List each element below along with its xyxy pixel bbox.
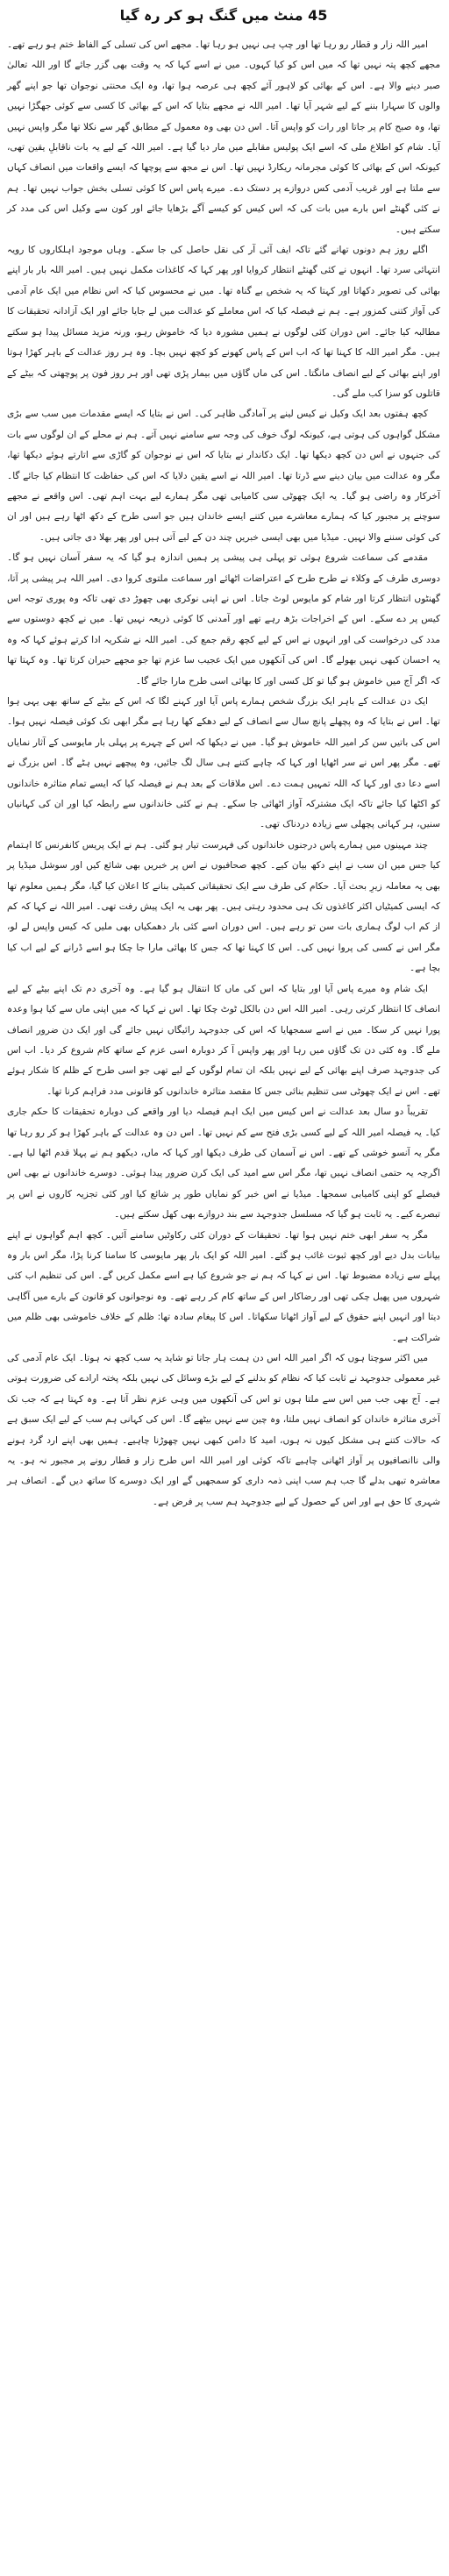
article-paragraph: میں اکثر سوچتا ہوں کہ اگر امیر اللہ اس دن ہمت ہار جاتا تو شاید یہ سب کچھ نہ ہوتا۔ ایک عام آدمی کی غیر معمولی جدوجہد نے ثابت کیا کہ نظام کو بدلنے کے لیے بڑے وسائل کی نہیں بلکہ پختہ ارادے کی ضرورت ہوتی ہے۔ آج بھی جب میں اس سے ملتا ہوں تو اس کی آنکھوں میں وہی عزم نظر آتا ہے۔ وہ کہتا ہے کہ جب تک آخری متاثرہ خاندان کو انصاف نہیں ملتا، وہ چین سے نہیں بیٹھے گا۔ اس کی کہانی ہم سب کے لیے ایک سبق ہے کہ حالات کتنے ہی مشکل کیوں نہ ہوں، امید کا دامن کبھی نہیں چھوڑنا چاہیے۔ ہمیں بھی اپنے ارد گرد ہونے والی ناانصافیوں پر آواز اٹھانی چاہیے تاکہ کوئی اور امیر اللہ اس طرح زار و قطار رونے پر مجبور نہ ہو۔ یہ معاشرہ تبھی بدلے گا جب ہم سب اپنی ذمہ داری کو سمجھیں گے اور ایک دوسرے کا ساتھ دیں گے۔ انصاف ہر شہری کا حق ہے اور اس کے حصول کے لیے جدوجہد ہم سب پر فرض ہے۔ xyxy=(7,1353,440,1507)
article-paragraph: مگر یہ سفر ابھی ختم نہیں ہوا تھا۔ تحقیقات کے دوران کئی رکاوٹیں سامنے آئیں۔ کچھ اہم گواہوں نے اپنے بیانات بدل دیے اور کچھ ثبوت غائب ہو گئے۔ امیر اللہ کو ایک بار پھر مایوسی کا سامنا کرنا پڑا، مگر اس بار وہ پہلے سے زیادہ مضبوط تھا۔ اس نے کہا کہ ہم نے جو شروع کیا ہے اسے مکمل کریں گے۔ اس کی تنظیم اب کئی شہروں میں پھیل چکی تھی اور رضاکار اس کے ساتھ کام کر رہے تھے۔ وہ نوجوانوں کو قانون کے بارے میں آگاہی دیتا اور انہیں اپنے حقوق کے لیے آواز اٹھانا سکھاتا۔ اس کا پیغام سادہ تھا: ظلم کے خلاف خاموشی بھی ظلم میں شراکت ہے۔ xyxy=(7,1229,440,1343)
article-paragraph: ایک شام وہ میرے پاس آیا اور بتایا کہ اس کی ماں کا انتقال ہو گیا ہے۔ وہ آخری دم تک اپنے بیٹے کے لیے انصاف کا انتظار کرتی رہی۔ امیر اللہ اس دن بالکل ٹوٹ چکا تھا۔ اس نے کہا کہ میں اپنی ماں سے کیا ہوا وعدہ پورا نہیں کر سکا۔ میں نے اسے سمجھایا کہ اس کی جدوجہد رائیگاں نہیں جائے گی اور ایک دن ضرور انصاف ملے گا۔ وہ کئی دن تک گاؤں میں رہا اور پھر واپس آ کر دوبارہ اسی عزم کے ساتھ کام شروع کر دیا۔ اب اس کی جدوجہد صرف اپنے بھائی کے لیے نہیں بلکہ ان تمام لوگوں کے لیے تھی جو اسی طرح کے ظلم کا شکار ہوئے تھے۔ اس نے ایک چھوٹی سی تنظیم بنائی جس کا مقصد متاثرہ خاندانوں کو قانونی مدد فراہم کرنا تھا۔ xyxy=(7,983,440,1097)
article-title: 45 منٹ میں گنگ ہو کر رہ گیا xyxy=(119,7,328,24)
article-paragraph: چند مہینوں میں ہمارے پاس درجنوں خاندانوں کی فہرست تیار ہو گئی۔ ہم نے ایک پریس کانفرنس کا اہتمام کیا جس میں ان سب نے اپنے دکھ بیان کیے۔ کچھ صحافیوں نے اس پر خبریں بھی شائع کیں اور سوشل میڈیا پر بھی یہ معاملہ زیرِ بحث آیا۔ حکام کی طرف سے ایک تحقیقاتی کمیٹی بنانے کا اعلان کیا گیا، مگر ہمیں معلوم تھا کہ ایسی کمیٹیاں اکثر کاغذوں تک ہی محدود رہتی ہیں۔ پھر بھی یہ ایک پیش رفت تھی۔ امیر اللہ نے کہا کہ کم از کم اب لوگ ہماری بات سن تو رہے ہیں۔ اس دوران اسے کئی بار دھمکیاں بھی ملیں کہ کیس واپس لے لو، مگر اس نے کسی کی پروا نہیں کی۔ اس کا کہنا تھا کہ جس کا بھائی مارا جا چکا ہو اسے ڈرانے کے لیے اب کیا بچا ہے۔ xyxy=(7,839,440,974)
article-paragraph: مقدمے کی سماعت شروع ہوئی تو پہلی ہی پیشی پر ہمیں اندازہ ہو گیا کہ یہ سفر آسان نہیں ہو گا۔ دوسری طرف کے وکلاء نے طرح طرح کے اعتراضات اٹھائے اور سماعت ملتوی کروا دی۔ امیر اللہ ہر پیشی پر آتا، گھنٹوں انتظار کرتا اور شام کو مایوس لوٹ جاتا۔ اس نے اپنی نوکری بھی چھوڑ دی تھی تاکہ وہ پوری توجہ اس کیس پر دے سکے۔ اس کے اخراجات بڑھ رہے تھے اور آمدنی کا کوئی ذریعہ نہیں تھا۔ میں نے کچھ دوستوں سے مدد کی درخواست کی اور انہوں نے اس کے لیے کچھ رقم جمع کی۔ امیر اللہ نے شکریہ ادا کرتے ہوئے کہا کہ وہ یہ احسان کبھی نہیں بھولے گا۔ اس کی آنکھوں میں ایک عجیب سا عزم تھا جو مجھے حیران کرتا تھا۔ وہ کہتا تھا کہ اگر آج میں خاموش ہو گیا تو کل کسی اور کا بھائی اسی طرح مارا جائے گا۔ xyxy=(7,552,440,687)
article-paragraph: کچھ ہفتوں بعد ایک وکیل نے کیس لینے پر آمادگی ظاہر کی۔ اس نے بتایا کہ ایسے مقدمات میں سب سے بڑی مشکل گواہوں کی ہوتی ہے، کیونکہ لوگ خوف کی وجہ سے سامنے نہیں آتے۔ ہم نے محلے کے ان لوگوں سے بات کی جنہوں نے اس دن کچھ دیکھا تھا۔ ایک دکاندار نے بتایا کہ اس نے نوجوان کو گاڑی سے اتارتے ہوئے دیکھا تھا، مگر وہ عدالت میں بیان دینے سے ڈرتا تھا۔ امیر اللہ نے اسے یقین دلایا کہ اس کی حفاظت کا انتظام کیا جائے گا۔ آخرکار وہ راضی ہو گیا۔ یہ ایک چھوٹی سی کامیابی تھی مگر ہمارے لیے بہت اہم تھی۔ اس واقعے نے مجھے سوچنے پر مجبور کیا کہ ہمارے معاشرے میں کتنے ایسے خاندان ہیں جو اسی طرح کے دکھ اٹھا رہے ہیں اور ان کی کوئی سننے والا نہیں۔ میڈیا میں بھی ایسی خبریں چند دن کے لیے آتی ہیں اور پھر بھلا دی جاتی ہیں۔ xyxy=(7,409,440,543)
article-paragraph: امیر اللہ زار و قطار رو رہا تھا اور چپ ہی نہیں ہو رہا تھا۔ مجھے اس کی تسلی کے الفاظ ختم ہو رہے تھے۔ مجھے کچھ پتہ نہیں تھا کہ میں اس کو کیا کہوں۔ میں نے اسے کہا کہ یہ وقت بھی گزر جائے گا اور اللہ تعالیٰ صبر دینے والا ہے۔ اس کے بھائی کو لاہور آئے کچھ ہی عرصہ ہوا تھا، وہ ایک محنتی نوجوان تھا جو اپنے گھر والوں کا سہارا بننے کے لیے شہر آیا تھا۔ امیر اللہ نے مجھے بتایا کہ اس کے بھائی کا کسی سے کوئی جھگڑا نہیں تھا، وہ صبح کام پر جاتا اور رات کو واپس آتا۔ اس دن بھی وہ معمول کے مطابق گھر سے نکلا تھا مگر واپس نہیں آیا۔ شام کو اطلاع ملی کہ اسے ایک پولیس مقابلے میں مار دیا گیا ہے۔ امیر اللہ کے لیے یہ بات ناقابلِ یقین تھی، کیونکہ اس کے بھائی کا کوئی مجرمانہ ریکارڈ نہیں تھا۔ اس نے مجھ سے پوچھا کہ ایسے واقعات میں انصاف کہاں سے ملتا ہے اور غریب آدمی کس دروازے پر دستک دے۔ میرے پاس اس کا کوئی تسلی بخش جواب نہیں تھا۔ ہم نے کئی گھنٹے اس بارے میں بات کی کہ اس کیس کو کیسے آگے بڑھایا جائے اور کون سے وکیل اس کی مدد کر سکتے ہیں۔ xyxy=(7,39,440,235)
article-paragraph: اگلے روز ہم دونوں تھانے گئے تاکہ ایف آئی آر کی نقل حاصل کی جا سکے۔ وہاں موجود اہلکاروں کا رویہ انتہائی سرد تھا۔ انہوں نے کئی گھنٹے انتظار کروایا اور پھر کہا کہ کاغذات مکمل نہیں ہیں۔ امیر اللہ بار بار اپنے بھائی کی تصویر دکھاتا اور کہتا کہ یہ شخص بے گناہ تھا۔ میں نے محسوس کیا کہ اس نظام میں ایک عام آدمی کی آواز کتنی کمزور ہے۔ ہم نے فیصلہ کیا کہ اس معاملے کو عدالت میں لے جایا جائے اور ایک آزادانہ تحقیقات کا مطالبہ کیا جائے۔ اس دوران کئی لوگوں نے ہمیں مشورہ دیا کہ خاموش رہو، ورنہ مزید مسائل پیدا ہو سکتے ہیں۔ مگر امیر اللہ کا کہنا تھا کہ اب اس کے پاس کھونے کو کچھ نہیں بچا۔ وہ ہر روز عدالت کے باہر کھڑا ہوتا اور اپنے بھائی کے لیے انصاف مانگتا۔ اس کی ماں گاؤں میں بیمار پڑی تھی اور ہر روز فون پر پوچھتی کہ بیٹے کے قاتلوں کو سزا کب ملے گی۔ xyxy=(7,245,440,399)
article-body xyxy=(7,35,440,1512)
article-paragraph: ایک دن عدالت کے باہر ایک بزرگ شخص ہمارے پاس آیا اور کہنے لگا کہ اس کے بیٹے کے ساتھ بھی یہی ہوا تھا۔ اس نے بتایا کہ وہ پچھلے پانچ سال سے انصاف کے لیے دھکے کھا رہا ہے مگر ابھی تک کوئی فیصلہ نہیں ہوا۔ اس کی باتیں سن کر امیر اللہ خاموش ہو گیا۔ میں نے دیکھا کہ اس کے چہرے پر پہلی بار مایوسی کے آثار نمایاں تھے۔ مگر پھر اس نے سر اٹھایا اور کہا کہ چاہے کتنے ہی سال لگ جائیں، وہ پیچھے نہیں ہٹے گا۔ اس بزرگ نے اسے دعا دی اور کہا کہ اللہ تمہیں ہمت دے۔ اس ملاقات کے بعد ہم نے فیصلہ کیا کہ ایسے تمام متاثرہ خاندانوں کو اکٹھا کیا جائے تاکہ ایک مشترکہ آواز اٹھائی جا سکے۔ ہم نے کئی خاندانوں سے رابطہ کیا اور ان کی کہانیاں سنیں، ہر کہانی پچھلی سے زیادہ دردناک تھی۔ xyxy=(7,696,440,830)
article-paragraph: تقریباً دو سال بعد عدالت نے اس کیس میں ایک اہم فیصلہ دیا اور واقعے کی دوبارہ تحقیقات کا حکم جاری کیا۔ یہ فیصلہ امیر اللہ کے لیے کسی بڑی فتح سے کم نہیں تھا۔ اس دن وہ عدالت کے باہر کھڑا ہو کر رو رہا تھا مگر یہ آنسو خوشی کے تھے۔ اس نے آسمان کی طرف دیکھا اور کہا کہ ماں، دیکھو ہم نے پہلا قدم اٹھا لیا ہے۔ اگرچہ یہ حتمی انصاف نہیں تھا، مگر اس سے امید کی ایک کرن ضرور پیدا ہوئی۔ دوسرے خاندانوں نے بھی اس فیصلے کو اپنی کامیابی سمجھا۔ میڈیا نے اس خبر کو نمایاں طور پر شائع کیا اور کئی تجزیہ کاروں نے اس پر تبصرے کیے۔ یہ ثابت ہو گیا کہ مسلسل جدوجہد سے بند دروازے بھی کھل سکتے ہیں۔ xyxy=(7,1107,440,1220)
